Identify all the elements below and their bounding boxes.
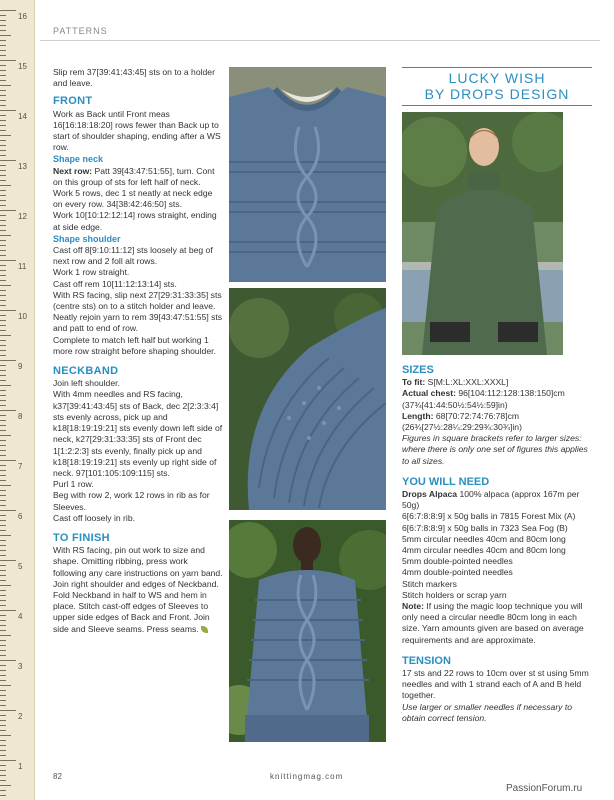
ruler-tick: [0, 745, 6, 746]
ruler-tick: [0, 795, 6, 796]
ruler-label: 6: [18, 512, 23, 521]
ruler-tick: [0, 715, 6, 716]
ruler-tick: [0, 50, 6, 51]
ruler-label: 14: [18, 112, 27, 121]
need-item: 4mm double-pointed needles: [402, 567, 513, 578]
pattern-designer: BY DROPS DESIGN: [424, 86, 570, 102]
ruler-tick: [0, 105, 6, 106]
ruler-label: 3: [18, 662, 23, 671]
ruler-tick: [0, 430, 6, 431]
ruler-tick: [0, 160, 16, 161]
ruler-tick: [0, 775, 6, 776]
ruler-tick: [0, 135, 11, 136]
ruler-tick: [0, 275, 6, 276]
shape-neck-text: Patt 39[43:47:51:55], turn. Cont on this group of sts for left half of neck.: [53, 165, 215, 187]
ruler-tick: [0, 730, 6, 731]
pattern-title: LUCKY WISH: [448, 70, 546, 86]
ruler-tick: [0, 525, 6, 526]
shape-shoulder-text-6: Complete to match left half but working 1 more row straight before shaping shoulder.: [53, 334, 216, 356]
ruler-tick: [0, 210, 16, 211]
page-number: 82: [53, 772, 62, 781]
ruler-tick: [0, 540, 6, 541]
ruler-tick: [0, 660, 16, 661]
ruler-tick: [0, 570, 6, 571]
ruler-tick: [0, 475, 6, 476]
ruler-tick: [0, 670, 6, 671]
length-line: [402, 411, 592, 433]
note-label: Note:: [402, 601, 424, 612]
ruler-tick: [0, 110, 16, 111]
ruler-tick: [0, 495, 6, 496]
ruler-tick: [0, 390, 6, 391]
ruler-tick: [0, 780, 6, 781]
chest-value: 96[104:112:128:138:150]cm (37¾[41:44:50½:54½:59]in): [402, 388, 565, 410]
ruler-tick: [0, 695, 6, 696]
need-item: Stitch markers: [402, 578, 457, 589]
watermark: PassionForum.ru: [506, 783, 583, 794]
intro-text: Slip rem 37[39:41:43:45] sts on to a holder and leave.: [53, 67, 215, 89]
length-label: Length:: [402, 410, 434, 421]
ruler-tick: [0, 705, 6, 706]
neckband-text-2: With 4mm needles and RS facing, k37[39:41:43:45] sts of Back, dec 2[2:3:3:4] sts evenly across, pick up and k18[18:19:19:21] sts evenly down left side of neck, k27[29:31:33:35] sts of Front dec 1[1:2:2:3] sts evenly, finally pick up and k18[18:19:19:21] sts evenly up right side of neck. 97[101:105:109:115] sts.: [53, 389, 223, 478]
ruler-tick: [0, 310, 16, 311]
ruler-tick: [0, 350, 6, 351]
ruler-tick: [0, 195, 6, 196]
ruler-tick: [0, 165, 6, 166]
to-finish-text-1: With RS facing, pin out work to size and shape. Omitting ribbing, press work following any care instructions on yarn band.: [53, 545, 223, 578]
model-photo: [402, 112, 563, 355]
shape-shoulder-text-5: Neatly rejoin yarn to rem 39[43:47:51:55] sts and patt to end of row.: [53, 312, 223, 334]
left-column: [53, 67, 223, 635]
ruler-tick: [0, 460, 16, 461]
ruler-tick: [0, 170, 6, 171]
ruler-tick: [0, 85, 11, 86]
ruler-tick: [0, 220, 6, 221]
ruler-tick: [0, 260, 16, 261]
ruler-tick: [0, 620, 6, 621]
ruler-tick: [0, 440, 6, 441]
yarn-line: [402, 489, 592, 511]
ruler-tick: [0, 710, 16, 711]
neckband-text-5: Cast off loosely in rib.: [53, 512, 135, 523]
ruler-tick: [0, 550, 6, 551]
ruler-tick: [0, 285, 11, 286]
chest-line: [402, 388, 592, 410]
ruler-tick: [0, 655, 6, 656]
ruler-label: 1: [18, 762, 23, 771]
tension-note: Use larger or smaller needles if necessary to obtain correct tension.: [402, 701, 573, 723]
ruler-tick: [0, 375, 6, 376]
ruler-tick: [0, 630, 6, 631]
you-will-need-heading: YOU WILL NEED: [402, 475, 490, 488]
ruler-tick: [0, 250, 6, 251]
ruler-tick: [0, 450, 6, 451]
ruler-tick: [0, 410, 16, 411]
ruler-tick: [0, 700, 6, 701]
ruler-tick: [0, 405, 6, 406]
neckband-heading: NECKBAND: [53, 365, 119, 378]
shape-shoulder-heading: Shape shoulder: [53, 233, 121, 244]
ruler-tick: [0, 305, 6, 306]
ruler-tick: [0, 45, 6, 46]
ruler-tick: [0, 435, 11, 436]
leaf-end-icon: [201, 626, 208, 633]
ruler-tick: [0, 80, 6, 81]
ruler-tick: [0, 555, 6, 556]
ruler-label: 12: [18, 212, 27, 221]
ruler-tick: [0, 345, 6, 346]
ruler-tick: [0, 70, 6, 71]
sizes-note: Figures in square brackets refer to larger sizes: where there is only one set of figures this applies to all sizes.: [402, 433, 588, 466]
ruler-tick: [0, 180, 6, 181]
ruler-tick: [0, 685, 11, 686]
ruler-tick: [0, 560, 16, 561]
sizes-heading: SIZES: [402, 364, 434, 376]
yarn-label: Drops Alpaca: [402, 489, 458, 500]
ruler-tick: [0, 265, 6, 266]
ruler-tick: [0, 25, 6, 26]
ruler-tick: [0, 340, 6, 341]
ruler-tick: [0, 225, 6, 226]
ruler-tick: [0, 590, 6, 591]
ruler-tick: [0, 255, 6, 256]
ruler-tick: [0, 295, 6, 296]
ruler-label: 4: [18, 612, 23, 621]
ruler-tick: [0, 735, 11, 736]
ruler-tick: [0, 465, 6, 466]
ruler-tick: [0, 565, 6, 566]
need-item: 5mm double-pointed needles: [402, 556, 513, 567]
ruler-tick: [0, 720, 6, 721]
to-fit-line: [402, 377, 592, 388]
ruler-tick: [0, 455, 6, 456]
need-item: 6[6:7:8:8:9] x 50g balls in 7815 Forest Mix (A): [402, 511, 576, 522]
ruler-tick: [0, 175, 6, 176]
ruler-tick: [0, 530, 6, 531]
ruler-tick: [0, 330, 6, 331]
shape-neck-text-2: Work 5 rows, dec 1 st neatly at neck edge on every row. 34[38:42:46:50] sts.: [53, 188, 213, 210]
neckband-text-1: Join left shoulder.: [53, 378, 120, 389]
ruler-tick: [0, 15, 6, 16]
ruler-tick: [0, 760, 16, 761]
ruler-tick: [0, 545, 6, 546]
measuring-ruler: [0, 0, 35, 800]
ruler-tick: [0, 245, 6, 246]
ruler-tick: [0, 120, 6, 121]
ruler-tick: [0, 145, 6, 146]
ruler-tick: [0, 150, 6, 151]
ruler-tick: [0, 185, 11, 186]
ruler-tick: [0, 615, 6, 616]
front-heading: FRONT: [53, 95, 93, 108]
length-value: 68[70:72:74:76:78]cm (26¾[27½:28¼:29:29¾:30¾]in): [402, 410, 522, 433]
ruler-tick: [0, 510, 16, 511]
ruler-tick: [0, 20, 6, 21]
ruler-tick: [0, 645, 6, 646]
neckline-closeup-photo: [229, 67, 386, 282]
back-view-photo: [229, 520, 386, 742]
needles-note: [402, 601, 592, 646]
tension-heading: TENSION: [402, 654, 451, 667]
ruler-tick: [0, 75, 6, 76]
ruler-tick: [0, 790, 6, 791]
ruler-tick: [0, 35, 11, 36]
need-item: 5mm circular needles 40cm and 80cm long: [402, 533, 566, 544]
ruler-tick: [0, 600, 6, 601]
ruler-tick: [0, 585, 11, 586]
ruler-tick: [0, 690, 6, 691]
ruler-tick: [0, 270, 6, 271]
shape-neck-heading: Shape neck: [53, 154, 104, 165]
ruler-tick: [0, 640, 6, 641]
shape-shoulder-text-2: Work 1 row straight.: [53, 267, 130, 278]
ruler-tick: [0, 55, 6, 56]
to-finish-heading: TO FINISH: [53, 531, 110, 544]
ruler-label: 16: [18, 12, 27, 21]
ruler-tick: [0, 205, 6, 206]
to-fit-value: S[M:L:XL:XXL:XXXL]: [425, 377, 509, 388]
ruler-tick: [0, 480, 6, 481]
ruler-tick: [0, 785, 11, 786]
ruler-tick: [0, 115, 6, 116]
chest-label: Actual chest:: [402, 388, 456, 399]
note-value: If using the magic loop technique you will only need a circular needle 80cm long in each size. Yarn amounts given are based on average requirements and are approximate.: [402, 601, 584, 645]
ruler-tick: [0, 520, 6, 521]
need-item: 6[6:7:8:8:9] x 50g balls in 7323 Sea Fog (B): [402, 522, 568, 533]
ruler-tick: [0, 65, 6, 66]
ruler-tick: [0, 575, 6, 576]
ruler-tick: [0, 580, 6, 581]
header-divider: [40, 40, 600, 41]
ruler-tick: [0, 100, 6, 101]
ruler-label: 10: [18, 312, 27, 321]
ruler-tick: [0, 355, 6, 356]
shape-shoulder-text: Cast off 8[9:10:11:12] sts loosely at beg of next row and 2 foll alt rows.: [53, 245, 213, 267]
ruler-tick: [0, 240, 6, 241]
ruler-tick: [0, 500, 6, 501]
ruler-tick: [0, 515, 6, 516]
ruler-tick: [0, 300, 6, 301]
ruler-tick: [0, 490, 6, 491]
ruler-tick: [0, 740, 6, 741]
front-text: Work as Back until Front meas 16[16:18:18:20] rows fewer than Back up to start of shoulder shaping, ending after a WS row.: [53, 108, 221, 153]
title-bottom-rule: [402, 105, 592, 106]
ruler-tick: [0, 370, 6, 371]
shape-shoulder-text-3: Cast off rem 10[11:12:13:14] sts.: [53, 278, 177, 289]
ruler-tick: [0, 635, 11, 636]
section-label: PATTERNS: [53, 26, 108, 36]
ruler-label: 5: [18, 562, 23, 571]
neckband-text-3: Purl 1 row.: [53, 479, 94, 490]
ruler-tick: [0, 130, 6, 131]
ruler-label: 7: [18, 462, 23, 471]
ruler-tick: [0, 400, 6, 401]
ruler-tick: [0, 725, 6, 726]
ruler-tick: [0, 470, 6, 471]
ruler-tick: [0, 385, 11, 386]
ruler-tick: [0, 415, 6, 416]
ruler-label: 9: [18, 362, 23, 371]
ruler-tick: [0, 380, 6, 381]
ruler-tick: [0, 360, 16, 361]
site-url: knittingmag.com: [270, 772, 344, 781]
ruler-tick: [0, 315, 6, 316]
yarn-value: 100% alpaca (approx 167m per 50g): [402, 489, 580, 511]
ruler-tick: [0, 425, 6, 426]
to-finish-text-2: Join right shoulder and edges of Neckband. Fold Neckband in half to WS and hem in place. Stitch cast-off edges of Sleeves to upper side edges of Back and Front. Join side and Sleeve seams. Press seams.: [53, 578, 219, 634]
ruler-tick: [0, 665, 6, 666]
ruler-label: 8: [18, 412, 23, 421]
ruler-label: 11: [18, 262, 27, 271]
ruler-tick: [0, 395, 6, 396]
ruler-tick: [0, 535, 11, 536]
ruler-tick: [0, 200, 6, 201]
ruler-tick: [0, 90, 6, 91]
ruler-tick: [0, 610, 16, 611]
ruler-tick: [0, 650, 6, 651]
ruler-tick: [0, 235, 11, 236]
shape-shoulder-text-4: With RS facing, slip next 27[29:31:33:35] sts (centre sts) on to a stitch holder and leave.: [53, 289, 222, 312]
ruler-tick: [0, 595, 6, 596]
shoulder-closeup-photo: [229, 288, 386, 510]
ruler-tick: [0, 750, 6, 751]
shape-neck-text-3: Work 10[10:12:12:14] rows straight, ending at side edge.: [53, 210, 217, 232]
ruler-tick: [0, 485, 11, 486]
ruler-tick: [0, 10, 16, 11]
ruler-tick: [0, 675, 6, 676]
ruler-tick: [0, 320, 6, 321]
ruler-tick: [0, 770, 6, 771]
ruler-tick: [0, 60, 16, 61]
ruler-tick: [0, 95, 6, 96]
ruler-tick: [0, 445, 6, 446]
ruler-label: 13: [18, 162, 27, 171]
next-row-label: Next row:: [53, 165, 93, 176]
ruler-tick: [0, 605, 6, 606]
to-finish-para-2: [53, 579, 223, 635]
ruler-tick: [0, 755, 6, 756]
title-top-rule: [402, 67, 592, 68]
ruler-tick: [0, 190, 6, 191]
ruler-tick: [0, 765, 6, 766]
to-fit-label: To fit:: [402, 377, 426, 388]
ruler-tick: [0, 335, 11, 336]
ruler-tick: [0, 365, 6, 366]
ruler-tick: [0, 140, 6, 141]
ruler-label: 2: [18, 712, 23, 721]
need-item: Stitch holders or scrap yarn: [402, 589, 507, 600]
ruler-label: 15: [18, 62, 27, 71]
ruler-tick: [0, 325, 6, 326]
ruler-tick: [0, 290, 6, 291]
neckband-text-4: Beg with row 2, work 12 rows in rib as for Sleeves.: [53, 490, 210, 512]
ruler-tick: [0, 625, 6, 626]
ruler-tick: [0, 215, 6, 216]
ruler-tick: [0, 30, 6, 31]
shape-neck-para: [53, 166, 223, 188]
ruler-tick: [0, 40, 6, 41]
need-item: 4mm circular needles 40cm and 80cm long: [402, 545, 566, 556]
ruler-tick: [0, 230, 6, 231]
ruler-tick: [0, 155, 6, 156]
ruler-tick: [0, 505, 6, 506]
tension-text: 17 sts and 22 rows to 10cm over st st using 5mm needles and with 1 strand each of A and B held together.: [402, 668, 589, 701]
ruler-tick: [0, 680, 6, 681]
right-column: [402, 67, 592, 724]
ruler-tick: [0, 125, 6, 126]
ruler-tick: [0, 280, 6, 281]
ruler-tick: [0, 420, 6, 421]
